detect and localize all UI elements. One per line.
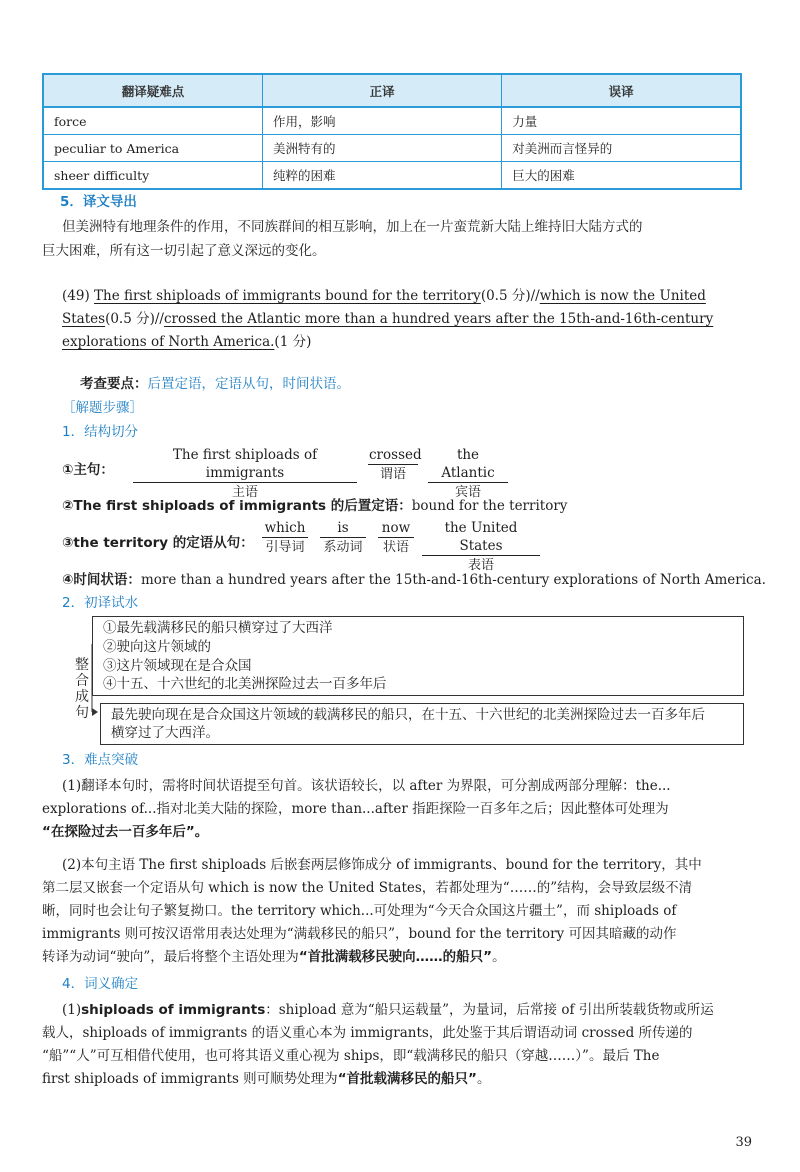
question-49-line3 — [62, 330, 311, 350]
step4-p1-line1 — [62, 998, 714, 1018]
draft-item: ③这片领域现在是合众国 — [103, 658, 252, 674]
part-role: 引导词 — [265, 540, 305, 555]
step4-p1-line3: “船”“人”可互相借代使用，也可将其语义重心视为 ships，即“载满移民的船只（穿越……）”。最后 The — [42, 1048, 660, 1064]
result-box — [100, 703, 744, 745]
segment-3b: explorations of North America. — [62, 334, 275, 350]
step3-p2-line5 — [42, 945, 506, 965]
steps-label: ［解题步骤］ — [62, 400, 143, 416]
p1-l1b: shiploads of immigrants — [81, 1002, 266, 1018]
section5-para-line2: 巨大困难，所有这一切引起了意义深远的变化。 — [42, 243, 326, 259]
table-cell: force — [43, 107, 262, 135]
segment-1: The first shiploads of immigrants bound for the territory — [94, 288, 481, 304]
draft-item: ②驶向这片领域的 — [103, 639, 211, 655]
part-role: 谓语 — [379, 467, 406, 482]
structure-part — [378, 519, 414, 557]
key-points — [80, 372, 350, 392]
step3-p2-line3: 晰，同时也会让句子繁复拗口。the territory which...可处理为“今天合众国这片疆土”，而 shiploads of — [42, 903, 677, 919]
table-row — [43, 162, 741, 190]
step2-heading: 2．初译试水 — [62, 595, 139, 611]
step1-row2 — [62, 494, 567, 514]
structure-part — [262, 519, 308, 557]
draft-item: ①最先载满移民的船只横穿过了大西洋 — [103, 620, 333, 636]
p1-l4c: 。 — [476, 1071, 491, 1087]
translation-difficulty-table — [42, 73, 742, 190]
key-points-label: 考查要点： — [80, 376, 148, 392]
step3-p1-line3: “在探险过去一百多年后”。 — [42, 824, 209, 840]
segment-3-score: (1 分) — [274, 334, 312, 350]
step3-p2-line4: immigrants 则可按汉语常用表达处理为“满载移民的船只”，bound for the territory 可因其暗藏的动作 — [42, 926, 677, 942]
structure-part — [368, 446, 422, 484]
part-text: crossed — [369, 447, 422, 463]
part-text: the Atlantic — [428, 446, 508, 483]
table-header-row — [43, 74, 741, 107]
step1-heading: 1．结构切分 — [62, 424, 139, 440]
question-49-line1 — [62, 284, 706, 304]
part-text: the United States — [422, 519, 540, 556]
col-header-difficulty: 翻译疑难点 — [43, 74, 262, 107]
question-number: (49) — [62, 288, 90, 304]
segment-1-score: (0.5 分)// — [480, 288, 540, 304]
structure-part — [320, 519, 366, 557]
part-role: 宾语 — [454, 485, 481, 500]
p2-l5b: “首批满载移民驶向……的船只” — [298, 949, 493, 965]
row2-label: ②The first shiploads of immigrants 的后置定语： — [62, 498, 412, 514]
section5-para-line1: 但美洲特有地理条件的作用，不同族群间的相互影响，加上在一片蛮荒新大陆上维持旧大陆方式的 — [62, 219, 643, 235]
step3-heading: 3．难点突破 — [62, 752, 139, 768]
row2-value: bound for the territory — [411, 498, 568, 514]
segment-2-score: (0.5 分)// — [105, 311, 164, 327]
merge-label: 整 合 成 句 — [75, 657, 89, 721]
p2-l5a: 转译为动词“驶向”，最后将整个主语处理为 — [42, 949, 299, 965]
step3-p1-line2: explorations of...指对北美大陆的探险，more than...after 指距探险一百多年之后；因此整体可处理为 — [42, 801, 669, 817]
table-cell: 作用，影响 — [262, 107, 501, 135]
step3-p2-line2: 第二层又嵌套一个定语从句 which is now the United States，若都处理为“……的”结构，会导致层级不清 — [42, 880, 693, 896]
step1-row4 — [62, 568, 766, 588]
col-header-wrong: 误译 — [502, 74, 741, 107]
segment-3a: crossed the Atlantic more than a hundred years after the 15th-and-16th-century — [163, 311, 714, 327]
table-cell: 力量 — [502, 107, 741, 135]
table-cell: 对美洲而言怪异的 — [502, 135, 741, 162]
question-49-line2 — [62, 307, 713, 327]
part-role: 主语 — [231, 485, 258, 500]
structure-part — [422, 519, 540, 575]
segment-2a: which is now the United — [539, 288, 706, 304]
row4-value: more than a hundred years after the 15th-and-16th-century explorations of North America. — [140, 572, 766, 588]
step3-p2-line1: (2)本句主语 The first shiploads 后嵌套两层修饰成分 of immigrants、bound for the territory，其中 — [62, 857, 702, 873]
part-role: 系动词 — [323, 540, 363, 555]
step1-row1-label: ①主句： — [62, 462, 114, 478]
page-number: 39 — [735, 1135, 752, 1150]
result-line2: 横穿过了大西洋。 — [111, 725, 219, 741]
step4-p1-line2: 载人，shiploads of immigrants 的语义重心本为 immigrants，此处鉴于其后谓语动词 crossed 所传递的 — [42, 1025, 693, 1041]
step4-p1-line4 — [42, 1067, 490, 1087]
p1-l1a: (1) — [62, 1002, 82, 1018]
segment-2b: States — [62, 311, 106, 327]
table-cell: 美洲特有的 — [262, 135, 501, 162]
step4-heading: 4．词义确定 — [62, 976, 139, 992]
p2-l5c: 。 — [492, 949, 506, 965]
table-cell: 巨大的困难 — [502, 162, 741, 190]
part-role: 状语 — [382, 540, 409, 555]
part-text: The first shiploads of immigrants — [133, 446, 357, 483]
part-text: now — [378, 519, 414, 538]
result-line1: 最先驶向现在是合众国这片领域的载满移民的船只，在十五、十六世纪的北美洲探险过去一百多年后 — [111, 707, 705, 723]
table-cell: peculiar to America — [43, 135, 262, 162]
col-header-correct: 正译 — [262, 74, 501, 107]
step1-row3-label: ③the territory 的定语从句： — [62, 535, 254, 551]
part-text: is — [320, 519, 366, 538]
part-role: 表语 — [467, 558, 494, 573]
p1-l4b: “首批载满移民的船只” — [337, 1071, 477, 1087]
table-row — [43, 135, 741, 162]
p1-l4a: first shiploads of immigrants 则可顺势处理为 — [42, 1071, 338, 1087]
table-cell: 纯粹的困难 — [262, 162, 501, 190]
draft-items-box — [92, 616, 744, 696]
part-text: which — [262, 519, 308, 538]
key-points-value: 后置定语，定语从句，时间状语。 — [147, 376, 350, 392]
table-cell: sheer difficulty — [43, 162, 262, 190]
table-row — [43, 107, 741, 135]
row4-label: ④时间状语： — [62, 572, 141, 588]
section5-heading: 5．译文导出 — [60, 194, 137, 210]
draft-item: ④十五、十六世纪的北美洲探险过去一百多年后 — [103, 676, 387, 692]
step3-p1-line1: (1)翻译本句时，需将时间状语提至句首。该状语较长，以 after 为界限，可分割成两部分理解：the... — [62, 778, 671, 794]
p1-l1c: ：shipload 意为“船只运载量”，为量词，后常接 of 引出所装载货物或所运 — [265, 1002, 714, 1018]
